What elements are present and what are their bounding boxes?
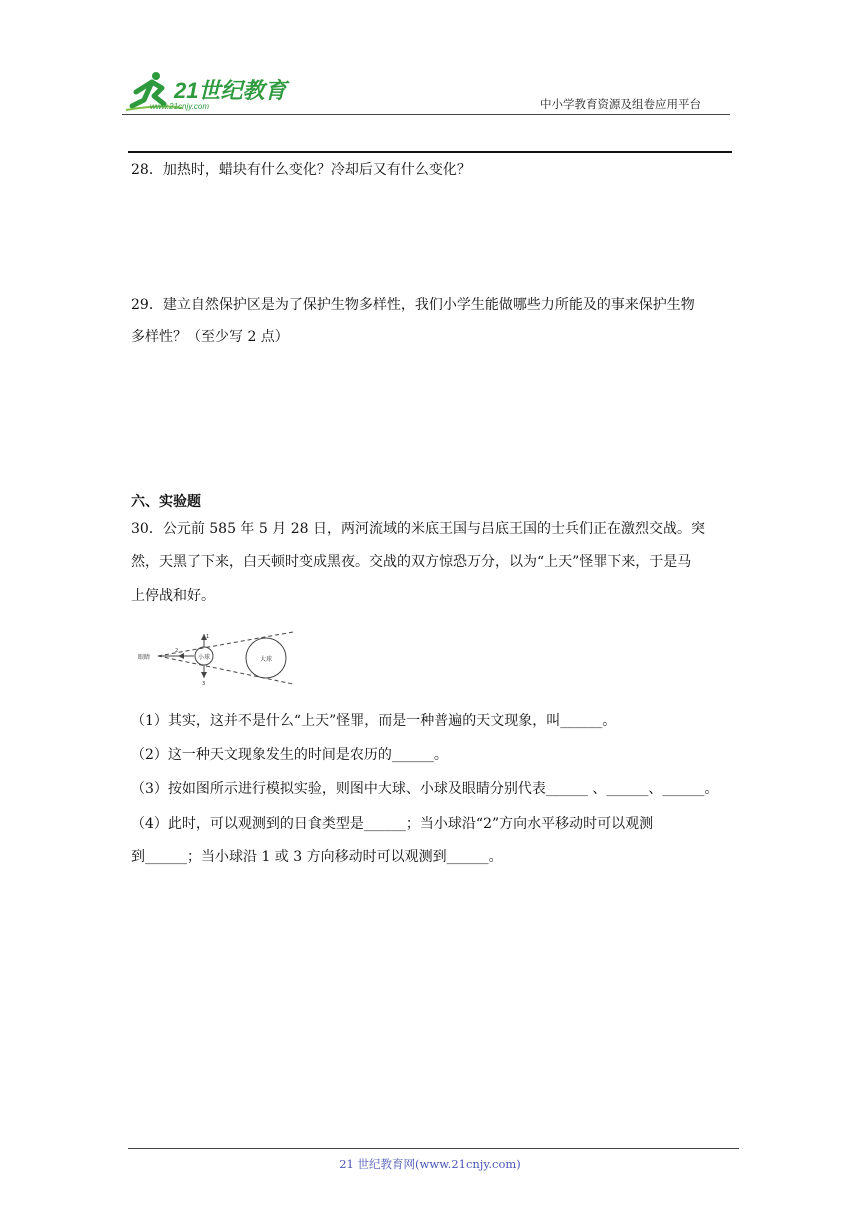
question-30-line-2: 然，天黑了下来，白天顿时变成黑夜。交战的双方惊恐万分，以为“上天”怪罪下来，于是马 (131, 554, 692, 570)
header-divider-thick (128, 151, 732, 153)
header-divider (122, 114, 730, 115)
logo-text: 21世纪教育 (174, 78, 287, 103)
brand-logo (122, 70, 292, 118)
section-heading: 六、实验题 (131, 494, 201, 510)
sub-question-3: （3）按如图所示进行模拟实验，则图中大球、小球及眼睛分别代表______ 、______、______。 (131, 781, 719, 797)
direction-3-label: 3 (202, 681, 206, 686)
direction-3-arrow-icon (201, 672, 207, 678)
question-28: 28．加热时，蜡块有什么变化？冷却后又有什么变化？ (131, 162, 471, 178)
question-29-line-2: 多样性？（至少写 2 点） (131, 329, 289, 345)
question-30-line-1: 30．公元前 585 年 5 月 28 日，两河流域的米底王国与吕底王国的士兵们正在激烈交战。突 (131, 521, 705, 537)
question-29-line-1: 29．建立自然保护区是为了保护生物多样性，我们小学生能做哪些力所能及的事来保护生物 (131, 297, 695, 313)
direction-2-label: 2 (175, 648, 179, 654)
sub-question-4-line-2: 到______；当小球沿 1 或 3 方向移动时可以观测到______。 (131, 849, 503, 865)
sightline-bottom (158, 656, 293, 684)
sightline-top (158, 632, 293, 656)
eye-label: 眼睛 (138, 654, 151, 661)
sub-question-4-line-1: （4）此时，可以观测到的日食类型是______；当小球沿“2”方向水平移动时可以观测 (131, 816, 654, 832)
question-30-line-3: 上停战和好。 (131, 588, 215, 604)
sub-question-2: （2）这一种天文现象发生的时间是农历的______。 (131, 747, 448, 763)
big-ball-label: 大球 (260, 656, 273, 663)
direction-2-arrow-icon (178, 653, 184, 659)
logo-url: www.21cnjy.com (150, 102, 209, 111)
footer-divider (128, 1148, 739, 1149)
sub-question-1: （1）其实，这并不是什么“上天”怪罪，而是一种普遍的天文现象，叫______。 (131, 713, 617, 729)
platform-name: 中小学教育资源及组卷应用平台 (540, 97, 701, 111)
eclipse-diagram (138, 630, 298, 690)
direction-1-label: 1 (206, 634, 210, 640)
footer-link[interactable]: 21 世纪教育网(www.21cnjy.com) (339, 1157, 521, 1171)
small-ball-label: 小球 (198, 654, 211, 661)
